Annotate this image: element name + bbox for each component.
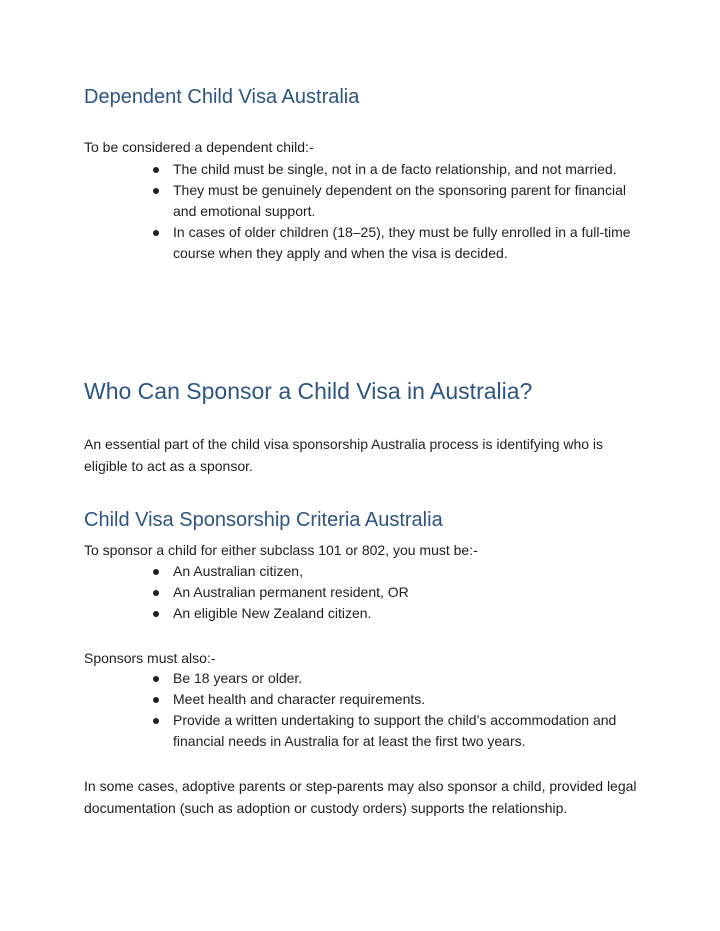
sponsorship-criteria-intro: To sponsor a child for either subclass 101 or 802, you must be:- — [84, 542, 478, 558]
bullet-icon — [153, 611, 159, 617]
sponsors-must-also-intro: Sponsors must also:- — [84, 650, 216, 666]
bullet-icon — [153, 676, 159, 682]
list-item-text: An Australian citizen, — [173, 563, 303, 579]
list-item-text: In cases of older children (18–25), they must be fully enrolled in a full-time course when they apply and when the visa is decided. — [173, 224, 631, 261]
section-heading-dependent-child: Dependent Child Visa Australia — [84, 86, 360, 108]
list-item-text: Be 18 years or older. — [173, 670, 303, 686]
list-item — [0, 668, 633, 689]
list-item — [0, 180, 633, 222]
list-item-text: They must be genuinely dependent on the sponsoring parent for financial and emotional support. — [173, 182, 626, 219]
list-item-text: An eligible New Zealand citizen. — [173, 605, 372, 621]
bullet-icon — [153, 590, 159, 596]
dependent-child-intro: To be considered a dependent child:- — [84, 139, 314, 155]
bullet-icon — [153, 718, 159, 724]
bullet-icon — [153, 188, 159, 194]
list-item-text: The child must be single, not in a de facto relationship, and not married. — [173, 161, 617, 177]
closing-paragraph: In some cases, adoptive parents or step-parents may also sponsor a child, provided legal documentation (such as adoption or custody orders) supports the relationship. — [84, 778, 637, 816]
list-item — [0, 222, 633, 264]
list-item — [0, 603, 633, 624]
bullet-icon — [153, 569, 159, 575]
section-heading-sponsorship-criteria: Child Visa Sponsorship Criteria Australia — [84, 509, 443, 531]
list-item-text: An Australian permanent resident, OR — [173, 584, 409, 600]
list-item-text: Provide a written undertaking to support the child’s accommodation and financial needs in Australia for at least the first two years. — [173, 712, 617, 749]
bullet-icon — [153, 167, 159, 173]
sponsor-obligations-list — [0, 668, 633, 752]
section-heading-who-can-sponsor: Who Can Sponsor a Child Visa in Australia? — [84, 378, 533, 404]
list-item — [0, 582, 633, 603]
who-can-sponsor-intro: An essential part of the child visa sponsorship Australia process is identifying who is eligible to act as a sponsor. — [84, 436, 604, 474]
list-item — [0, 159, 633, 180]
list-item — [0, 689, 633, 710]
list-item — [0, 561, 633, 582]
list-item — [0, 710, 633, 752]
bullet-icon — [153, 697, 159, 703]
dependent-child-criteria-list — [0, 159, 633, 264]
sponsor-eligibility-list — [0, 561, 633, 624]
bullet-icon — [153, 230, 159, 236]
list-item-text: Meet health and character requirements. — [173, 691, 426, 707]
